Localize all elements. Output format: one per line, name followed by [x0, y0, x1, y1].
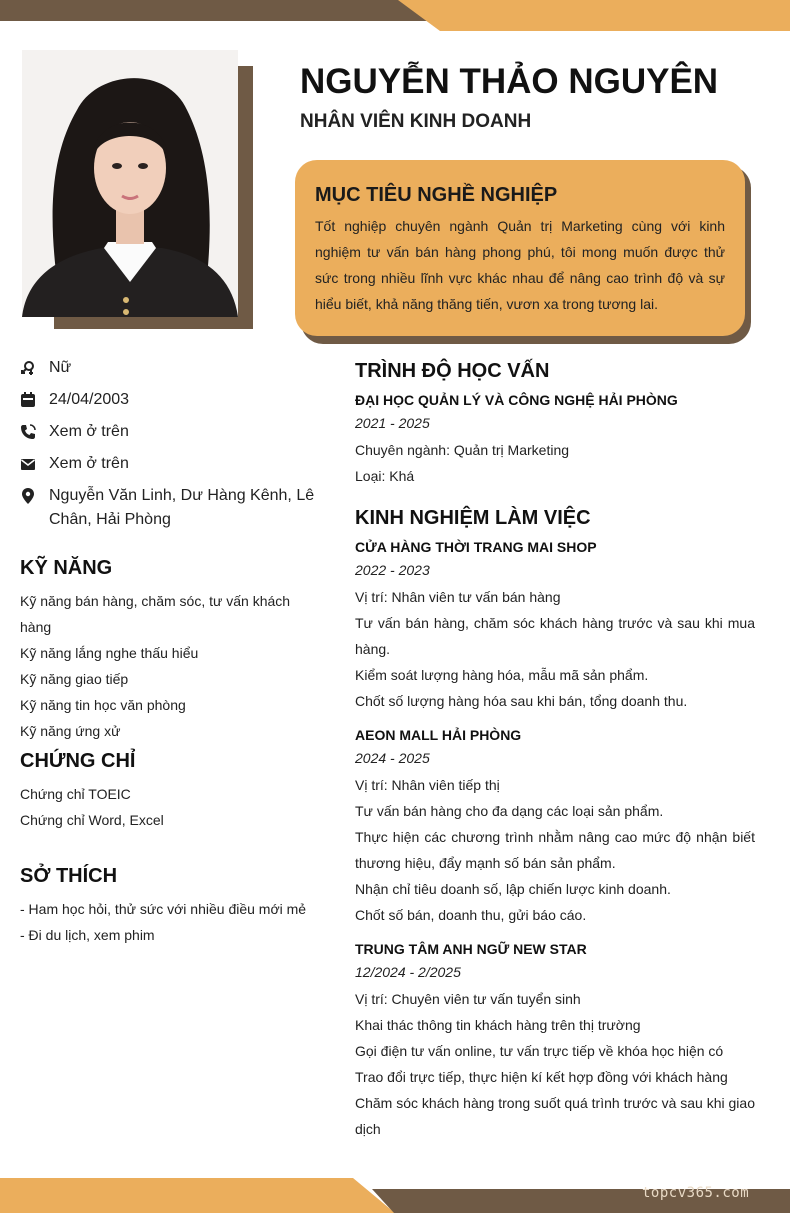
- experience-job: [355, 726, 755, 928]
- contact-info: [20, 356, 320, 540]
- job-line: Tư vấn bán hàng, chăm sóc khách hàng trước và sau khi mua hàng.: [355, 615, 755, 657]
- job-company: CỬA HÀNG THỜI TRANG MAI SHOP: [355, 539, 597, 555]
- job-line: Vị trí: Nhân viên tiếp thị: [355, 777, 500, 793]
- certificates-section: [20, 750, 320, 833]
- education-major: Chuyên ngành: Quản trị Marketing: [355, 442, 570, 458]
- job-line: Tư vấn bán hàng cho đa dạng các loại sản phẩm.: [355, 803, 664, 819]
- hobby-item: - Đi du lịch, xem phim: [20, 927, 155, 943]
- skill-item: Kỹ năng ứng xử: [20, 723, 121, 739]
- bottom-gold-stripe: [0, 1178, 395, 1213]
- job-period: 2022 - 2023: [355, 562, 430, 578]
- contact-phone: [20, 420, 320, 444]
- education-grade: Loại: Khá: [355, 468, 415, 484]
- location-pin-icon: [20, 488, 36, 504]
- profile-photo: [22, 50, 238, 317]
- gender-icon: [20, 360, 36, 376]
- hobbies-section: [20, 865, 320, 948]
- contact-birthday: [20, 388, 320, 412]
- gender-value: Nữ: [49, 359, 72, 376]
- job-line: Gọi điện tư vấn online, tư vấn trực tiếp về khóa học hiện có: [355, 1043, 724, 1059]
- job-line: Thực hiện các chương trình nhằm nâng cao mức độ nhận biết thương hiệu, đẩy mạnh số bán sản phẩm.: [355, 829, 755, 871]
- birthday-value: 24/04/2003: [49, 391, 130, 408]
- job-line: Khai thác thông tin khách hàng trên thị trường: [355, 1017, 641, 1033]
- experience-heading: KINH NGHIỆM LÀM VIỆC: [355, 507, 591, 529]
- top-dark-stripe: [0, 0, 430, 21]
- job-line: Chăm sóc khách hàng trong suốt quá trình trước và sau khi giao dịch: [355, 1095, 755, 1137]
- job-line: Vị trí: Chuyên viên tư vấn tuyển sinh: [355, 991, 581, 1007]
- job-line: Nhận chỉ tiêu doanh số, lập chiến lược kinh doanh.: [355, 881, 671, 897]
- skill-item: Kỹ năng bán hàng, chăm sóc, tư vấn khách hàng: [20, 593, 291, 635]
- objective-heading: MỤC TIÊU NGHỀ NGHIỆP: [315, 184, 558, 206]
- education-school: ĐẠI HỌC QUẢN LÝ VÀ CÔNG NGHỆ HẢI PHÒNG: [355, 392, 678, 408]
- job-line: Kiểm soát lượng hàng hóa, mẫu mã sản phẩm.: [355, 667, 649, 683]
- education-period: 2021 - 2025: [355, 415, 430, 431]
- objective-card: [295, 160, 745, 336]
- certificate-item: Chứng chỉ TOEIC: [20, 786, 131, 802]
- skill-item: Kỹ năng tin học văn phòng: [20, 697, 186, 713]
- calendar-icon: [20, 392, 36, 408]
- education-heading: TRÌNH ĐỘ HỌC VẤN: [355, 360, 550, 382]
- skills-heading: KỸ NĂNG: [20, 557, 113, 579]
- email-value: Xem ở trên: [49, 455, 129, 472]
- job-line: Chốt số lượng hàng hóa sau khi bán, tổng doanh thu.: [355, 693, 688, 709]
- phone-value: Xem ở trên: [49, 423, 129, 440]
- job-line: Chốt số bán, doanh thu, gửi báo cáo.: [355, 907, 587, 923]
- skills-section: [20, 557, 320, 744]
- job-period: 2024 - 2025: [355, 750, 430, 766]
- contact-address: [20, 484, 320, 532]
- job-company: TRUNG TÂM ANH NGỮ NEW STAR: [355, 941, 587, 957]
- candidate-title: NHÂN VIÊN KINH DOANH: [300, 111, 532, 132]
- job-company: AEON MALL HẢI PHÒNG: [355, 727, 522, 743]
- address-value: Nguyễn Văn Linh, Dư Hàng Kênh, Lê Chân, Hải Phòng: [49, 487, 315, 528]
- watermark: topcv365.com: [642, 1185, 750, 1201]
- job-line: Trao đổi trực tiếp, thực hiện kí kết hợp đồng với khách hàng: [355, 1069, 728, 1085]
- skill-item: Kỹ năng giao tiếp: [20, 671, 129, 687]
- contact-gender: [20, 356, 320, 380]
- hobbies-heading: SỞ THÍCH: [20, 865, 118, 887]
- certificates-heading: CHỨNG CHỈ: [20, 750, 136, 772]
- objective-text: Tốt nghiệp chuyên ngành Quản trị Marketing cùng với kinh nghiệm tư vấn bán hàng phong phú, tôi mong muốn được thử sức trong nhiều lĩnh vực khác nhau để nâng cao trình độ và sự hiểu biết, khả năng thăng tiến, vươn xa trong tương lai.: [315, 218, 725, 312]
- job-period: 12/2024 - 2/2025: [355, 964, 461, 980]
- contact-email: [20, 452, 320, 476]
- experience-section: [355, 507, 755, 1154]
- mail-icon: [20, 456, 36, 472]
- hobby-item: - Ham học hỏi, thử sức với nhiều điều mới mẻ: [20, 901, 307, 917]
- experience-job: [355, 940, 755, 1142]
- phone-icon: [20, 424, 36, 440]
- certificate-item: Chứng chỉ Word, Excel: [20, 812, 164, 828]
- top-gold-stripe: [398, 0, 790, 31]
- experience-job: [355, 538, 755, 714]
- portrait-illustration: [22, 50, 238, 317]
- candidate-name: NGUYỄN THẢO NGUYÊN: [300, 62, 719, 101]
- job-line: Vị trí: Nhân viên tư vấn bán hàng: [355, 589, 561, 605]
- skill-item: Kỹ năng lắng nghe thấu hiểu: [20, 645, 199, 661]
- education-section: [355, 360, 755, 489]
